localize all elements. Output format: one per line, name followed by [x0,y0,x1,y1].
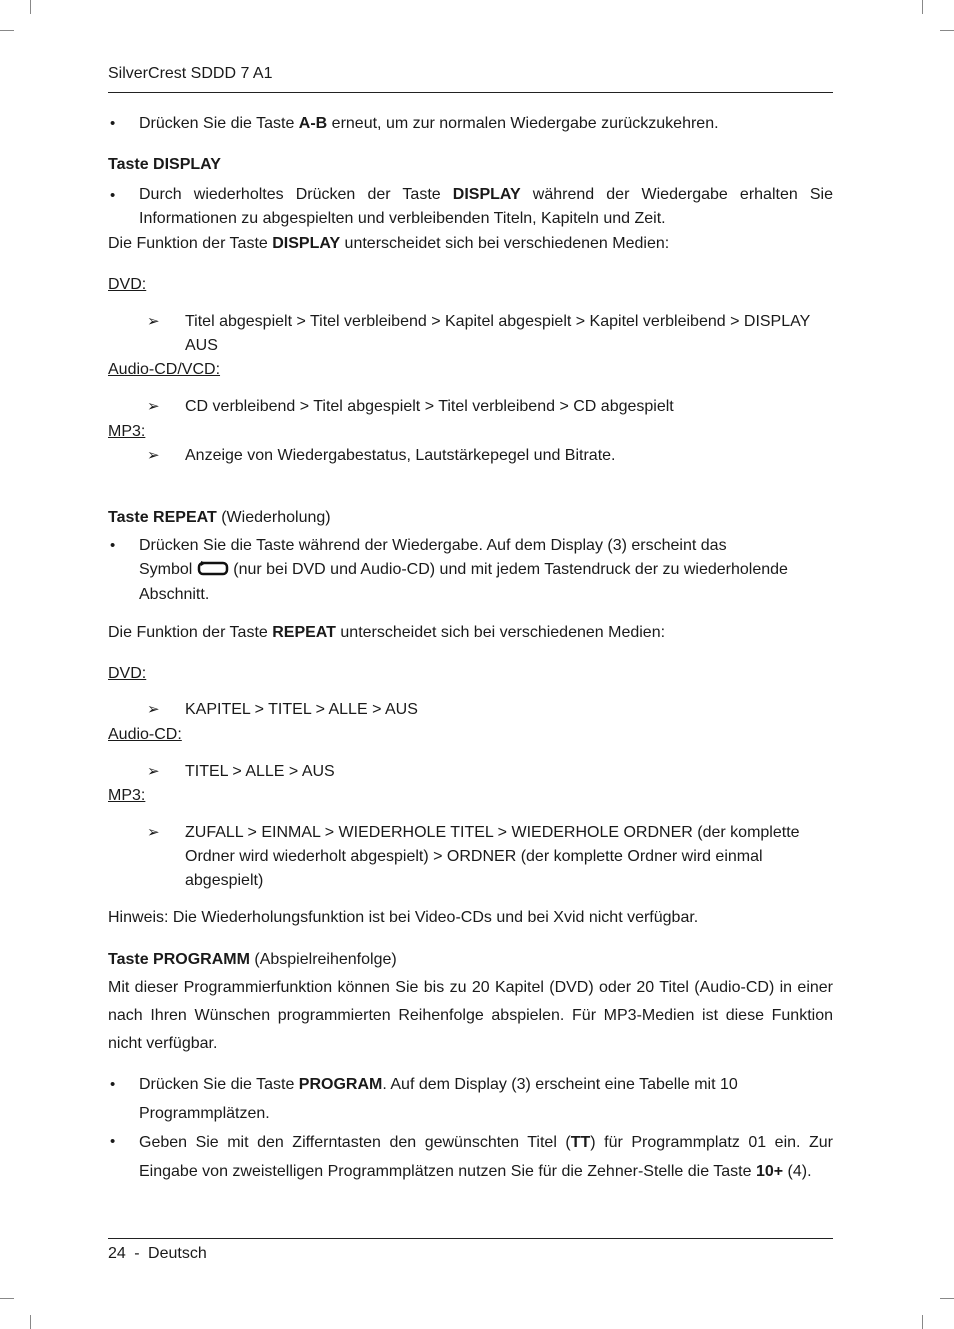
repeat-acd-item: TITEL > ALLE > AUS [185,763,335,780]
crop-mark [922,1315,923,1329]
crop-mark [30,1315,31,1329]
arrow-icon: ➢ [147,313,160,330]
display-dvd-label: DVD: [108,276,147,293]
bullet-icon: • [110,537,116,554]
repeat-icon [197,560,229,576]
repeat-dvd-label: DVD: [108,665,147,682]
display-dvd-line2: AUS [185,337,218,354]
program-heading: Taste PROGRAMM (Abspielreihenfolge) [108,951,397,968]
display-acd-item: CD verbleibend > Titel abgespielt > Titel verbleibend > CD abgespielt [185,398,674,415]
crop-mark [0,30,14,31]
arrow-icon: ➢ [147,763,160,780]
crop-mark [922,0,923,14]
repeat-bullet-line2: Symbol (nur bei DVD und Audio-CD) und mit jedem Tastendruck der zu wiederholende [139,561,788,578]
display-dvd-line1: Titel abgespielt > Titel verbleibend > Kapitel abgespielt > Kapitel verbleibend > DISPLAY [185,313,811,330]
footer-rule [108,1238,833,1239]
display-mp3-item: Anzeige von Wiedergabestatus, Lautstärkepegel und Bitrate. [185,447,616,464]
arrow-icon: ➢ [147,701,160,718]
page-header-title: SilverCrest SDDD 7 A1 [108,65,273,82]
page-number: 24 [108,1245,126,1262]
display-bullet-text: Durch wiederholtes Drücken der Taste DISPLAY während der Wiedergabe erhalten Sie Informationen zu abgespielten und verbleibenden Titeln, Kapiteln und Zeit. [139,186,833,227]
crop-mark [940,1298,954,1299]
header-rule [108,92,833,93]
crop-mark [30,0,31,14]
ab-bullet-text: Drücken Sie die Taste A-B erneut, um zur normalen Wiedergabe zurückzukehren. [139,115,719,132]
arrow-icon: ➢ [147,398,160,415]
repeat-bullet-line3: Abschnitt. [139,586,210,603]
bullet-icon: • [110,1076,116,1093]
program-intro: Mit dieser Programmierfunktion können Sie bis zu 20 Kapitel (DVD) oder 20 Titel (Audio-CD) in einer nach Ihren Wünschen programmierten Reihenfolge abspielen. Für MP3-Medien ist diese Funktion nicht verfügbar. [108,979,833,1052]
repeat-intro: Die Funktion der Taste REPEAT unterscheidet sich bei verschiedenen Medien: [108,624,666,641]
footer-language: Deutsch [148,1245,207,1262]
bullet-icon: • [110,187,116,204]
repeat-dvd-item: KAPITEL > TITEL > ALLE > AUS [185,701,418,718]
bullet-icon: • [110,1133,116,1150]
arrow-icon: ➢ [147,824,160,841]
bullet-icon: • [110,115,116,132]
program-b2-text: Geben Sie mit den Zifferntasten den gewünschten Titel (TT) für Programmplatz 01 ein. Zur Eingabe von zweistelligen Programmplätzen nutzen Sie für die Zehner-Stelle die Taste 10+ (4). [139,1134,834,1180]
display-mp3-label: MP3: [108,423,146,440]
crop-mark [0,1298,14,1299]
crop-mark [940,30,954,31]
repeat-note: Hinweis: Die Wiederholungsfunktion ist bei Video-CDs und bei Xvid nicht verfügbar. [108,909,699,926]
repeat-heading: Taste REPEAT (Wiederholung) [108,509,331,526]
display-heading: Taste DISPLAY [108,156,221,173]
repeat-bullet-line1: Drücken Sie die Taste während der Wiedergabe. Auf dem Display (3) erscheint das [139,537,727,554]
repeat-mp3-line1: ZUFALL > EINMAL > WIEDERHOLE TITEL > WIEDERHOLE ORDNER (der komplette [185,824,800,841]
arrow-icon: ➢ [147,447,160,464]
repeat-acd-label: Audio-CD: [108,726,182,743]
page-footer [108,1244,207,1264]
program-b1-line2: Programmplätzen. [139,1105,270,1122]
program-b1-line1: Drücken Sie die Taste PROGRAM. Auf dem Display (3) erscheint eine Tabelle mit 10 [139,1076,738,1093]
ab-key: A-B [298,115,328,132]
footer-separator: - [134,1245,140,1262]
display-acd-label: Audio-CD/VCD: [108,361,221,378]
display-intro: Die Funktion der Taste DISPLAY unterscheidet sich bei verschiedenen Medien: [108,235,670,252]
repeat-mp3-line3: abgespielt) [185,872,264,889]
repeat-mp3-label: MP3: [108,787,146,804]
repeat-mp3-line2: Ordner wird wiederholt abgespielt) > ORDNER (der komplette Ordner wird einmal [185,848,763,865]
